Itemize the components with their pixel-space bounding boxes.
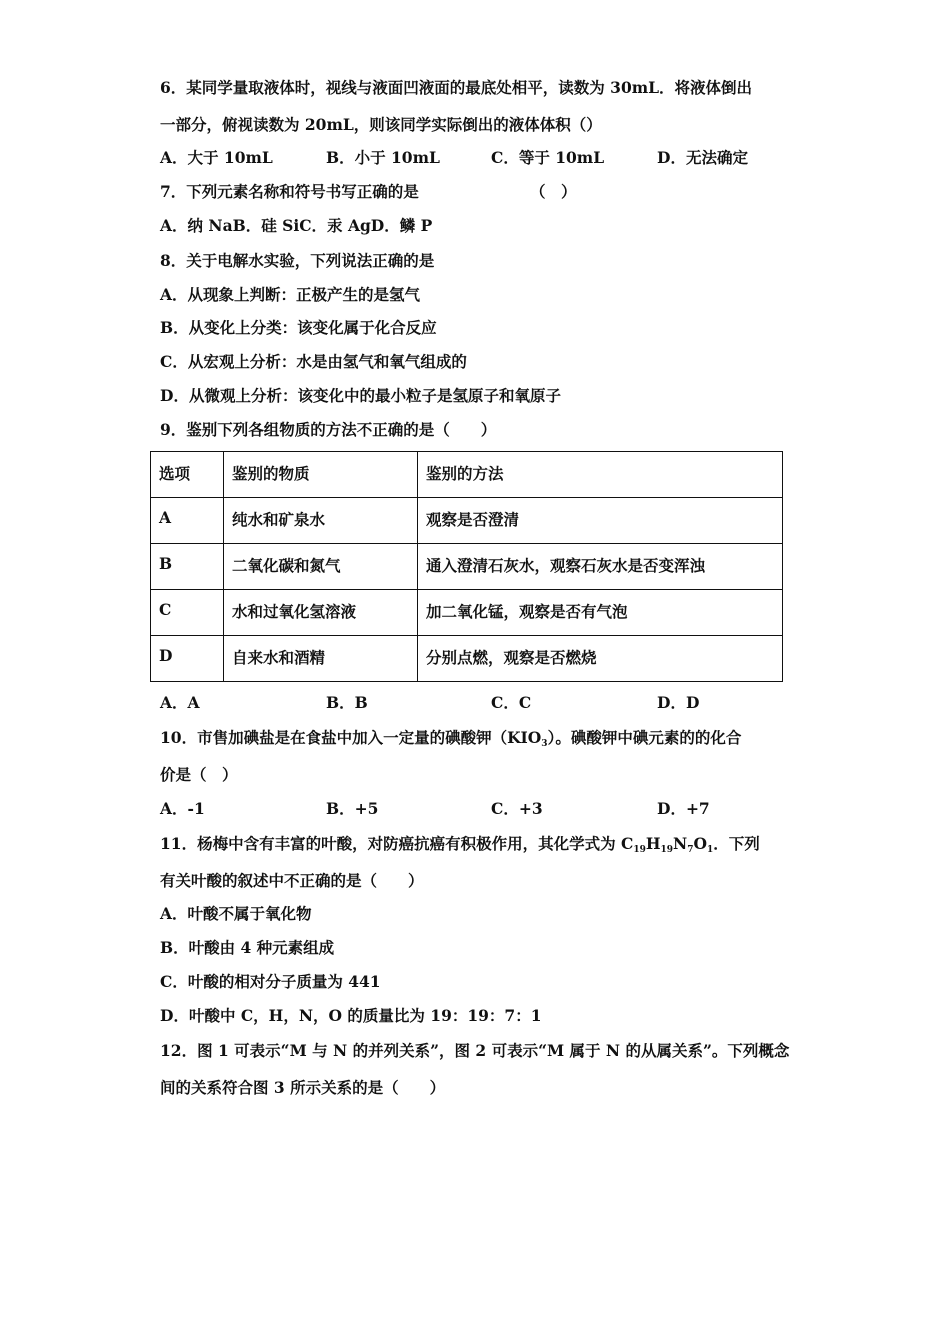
q6-option-c: C．等于 10mL xyxy=(491,148,605,167)
table-cell-option: B xyxy=(151,544,224,590)
q10-stem-line1 xyxy=(160,727,741,749)
q11-stem-line2: 有关叶酸的叙述中不正确的是（ ） xyxy=(160,871,424,890)
table-header-cell: 鉴别的物质 xyxy=(224,452,418,498)
q8-option-d: D．从微观上分析：该变化中的最小粒子是氢原子和氧原子 xyxy=(160,386,561,405)
q11-sub-o: 1 xyxy=(706,845,714,855)
q9-stem: 9．鉴别下列各组物质的方法不正确的是（ ） xyxy=(160,420,497,439)
q10-text-a: 10．市售加碘盐是在食盐中加入一定量的碘酸钾（KIO xyxy=(160,728,542,747)
q11-option-a: A．叶酸不属于氧化物 xyxy=(160,904,312,923)
q11-option-b: B．叶酸由 4 种元素组成 xyxy=(160,938,335,957)
q11-text-b: ．下列 xyxy=(713,834,760,853)
q7-paren: （ ） xyxy=(530,182,577,201)
q12-stem-line1: 12．图 1 可表示“M 与 N 的并列关系”，图 2 可表示“M 属于 N 的从属关系”。下列概念 xyxy=(160,1041,790,1060)
q10-option-c: C．+3 xyxy=(491,799,543,818)
table-row xyxy=(151,544,783,590)
table-cell-method: 通入澄清石灰水，观察石灰水是否变浑浊 xyxy=(418,544,783,590)
q11-h: H xyxy=(645,834,661,853)
q10-option-d: D．+7 xyxy=(657,799,710,818)
table-cell-method: 观察是否澄清 xyxy=(418,498,783,544)
q11-stem-line1 xyxy=(160,833,760,855)
table-cell-method: 加二氧化锰，观察是否有气泡 xyxy=(418,590,783,636)
q11-sub-c: 19 xyxy=(633,845,646,855)
table-cell-substances: 自来水和酒精 xyxy=(224,636,418,682)
q9-option-b: B．B xyxy=(326,693,368,712)
q8-option-c: C．从宏观上分析：水是由氢气和氧气组成的 xyxy=(160,352,467,371)
q9-table xyxy=(150,451,783,682)
q10-option-a: A．-1 xyxy=(160,799,205,818)
q6-option-d: D．无法确定 xyxy=(657,148,748,167)
q9-option-a: A．A xyxy=(160,693,200,712)
table-cell-option: C xyxy=(151,590,224,636)
q6-stem-line1: 6．某同学量取液体时，视线与液面凹液面的最底处相平，读数为 30mL．将液体倒出 xyxy=(160,78,753,97)
table-cell-substances: 纯水和矿泉水 xyxy=(224,498,418,544)
table-cell-option: D xyxy=(151,636,224,682)
q8-option-a: A．从现象上判断：正极产生的是氢气 xyxy=(160,285,421,304)
table-header-cell: 选项 xyxy=(151,452,224,498)
table-cell-substances: 水和过氧化氢溶液 xyxy=(224,590,418,636)
q8-option-b: B．从变化上分类：该变化属于化合反应 xyxy=(160,318,437,337)
q7-stem: 7．下列元素名称和符号书写正确的是 xyxy=(160,182,419,201)
q6-option-a: A．大于 10mL xyxy=(160,148,273,167)
q11-o: O xyxy=(693,834,707,853)
q11-option-c: C．叶酸的相对分子质量为 441 xyxy=(160,972,381,991)
table-cell-substances: 二氧化碳和氮气 xyxy=(224,544,418,590)
table-row xyxy=(151,590,783,636)
table-header-cell: 鉴别的方法 xyxy=(418,452,783,498)
table-cell-option: A xyxy=(151,498,224,544)
q9-option-d: D．D xyxy=(657,693,700,712)
q11-text-a: 11．杨梅中含有丰富的叶酸，对防癌抗癌有积极作用，其化学式为 C xyxy=(160,834,634,853)
q8-stem: 8．关于电解水实验，下列说法正确的是 xyxy=(160,251,435,270)
table-header-row xyxy=(151,452,783,498)
table-cell-method: 分别点燃，观察是否燃烧 xyxy=(418,636,783,682)
q7-options: A．纳 NaB．硅 SiC．汞 AgD．鳞 P xyxy=(160,216,433,235)
q6-stem-line2: 一部分，俯视读数为 20mL，则该同学实际倒出的液体体积（） xyxy=(160,115,602,134)
q11-n: N xyxy=(673,834,688,853)
q10-subscript: 3 xyxy=(541,739,548,749)
q11-option-d: D．叶酸中 C，H，N，O 的质量比为 19：19：7：1 xyxy=(160,1006,542,1025)
table-row xyxy=(151,498,783,544)
q11-sub-h: 19 xyxy=(660,845,674,855)
q6-option-b: B．小于 10mL xyxy=(326,148,440,167)
q11-sub-n: 7 xyxy=(687,845,694,855)
q9-option-c: C．C xyxy=(491,693,532,712)
q12-stem-line2: 间的关系符合图 3 所示关系的是（ ） xyxy=(160,1078,446,1097)
q10-option-b: B．+5 xyxy=(326,799,379,818)
table-row xyxy=(151,636,783,682)
q10-text-b: ）。碘酸钾中碘元素的的化合 xyxy=(547,728,742,747)
q10-stem-line2: 价是（ ） xyxy=(160,765,238,784)
